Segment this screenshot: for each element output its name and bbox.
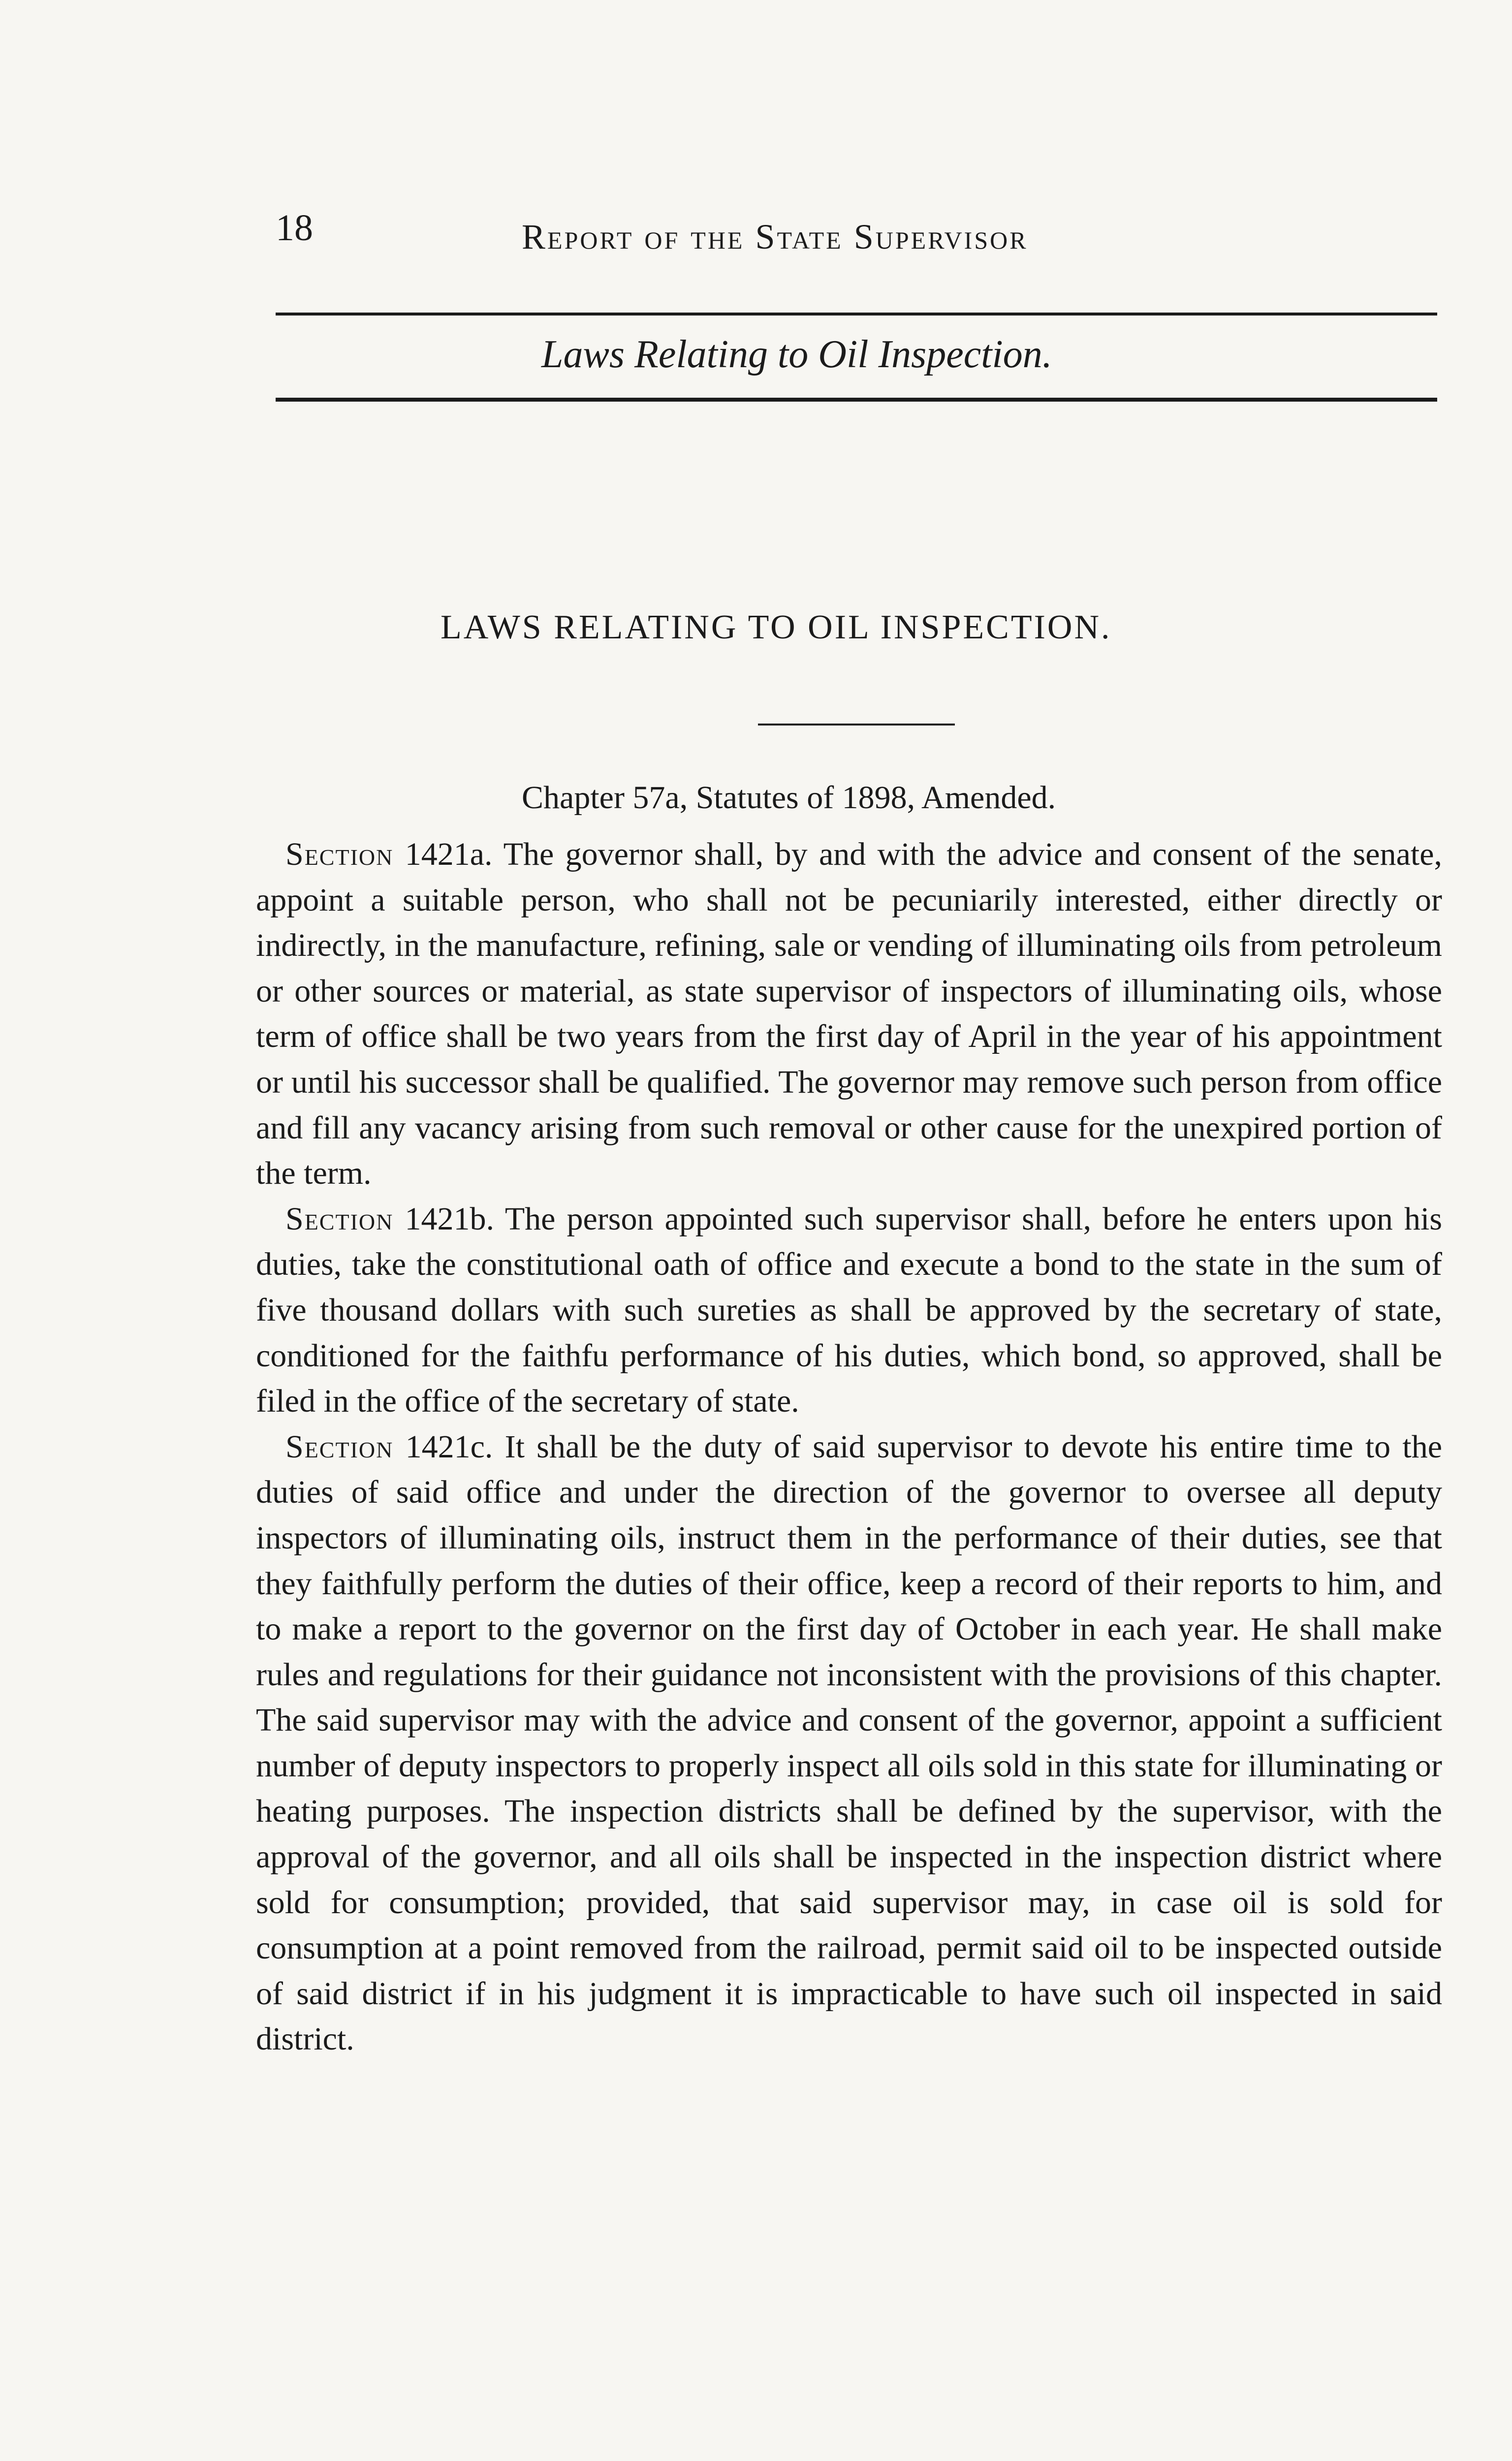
page-number: 18 [276, 207, 313, 249]
section-number: 1421a. [405, 836, 493, 872]
running-subtitle: Laws Relating to Oil Inspection. [541, 333, 1052, 376]
section-label: Section [285, 1428, 394, 1465]
section-text: The person appointed such supervisor shall, before he enters upon his duties, take the constitutional oath of office and execute a bond to the state in the sum of five thousand dollars with such sureties as shall be approved by the secretary of state, conditioned for the faithfu performance of his duties, which bond, so approved, shall be filed in the office of the secretary of state. [256, 1200, 1442, 1420]
section-number: 1421c. [405, 1428, 493, 1465]
section-label: Section [285, 1200, 394, 1237]
section-1421b [256, 1197, 1442, 1424]
section-text: It shall be the duty of said supervisor to devote his entire time to the duties of said office and under the direction of the governor to oversee all deputy inspectors of illuminating oils, instruct them in the performance of their duties, see that they faithfully perform the duties of their office, keep a record of their reports to him, and to make a report to the governor on the first day of October in each year. He shall make rules and regulations for their guidance not inconsistent with the provisions of this chapter. The said supervisor may with the advice and consent of the governor, appoint a sufficient number of deputy inspectors to properly inspect all oils sold in this state for illuminating or heating purposes. The inspection districts shall be defined by the supervisor, with the approval of the governor, and all oils shall be inspected in the inspection district where sold for consumption; provided, that said supervisor may, in case oil is sold for consumption at a point removed from the railroad, permit said oil to be inspected outside of said district if in his judgment it is impracticable to have such oil inspected in said district. [256, 1428, 1443, 2057]
running-title: Report of the State Supervisor [522, 217, 1028, 256]
chapter-heading: Chapter 57a, Statutes of 1898, Amended. [522, 780, 1056, 816]
header-top-rule [276, 313, 1437, 316]
title-divider [758, 724, 955, 726]
section-number: 1421b. [405, 1200, 494, 1237]
section-1421c [256, 1424, 1442, 2062]
section-label: Section [285, 836, 394, 872]
section-1421a [256, 832, 1442, 1197]
statute-body [256, 832, 1442, 2062]
page-title: LAWS RELATING TO OIL INSPECTION. [441, 608, 1112, 646]
section-text: The governor shall, by and with the advice and consent of the senate, appoint a suitable person, who shall not be pecuniarily interested, either directly or indirectly, in the manufacture, refining, sale or vending of illuminating oils from petroleum or other sources or material, as state supervisor of inspectors of illuminating oils, whose term of office shall be two years from the first day of April in the year of his appointment or until his successor shall be qualified. The governor may remove such person from office and fill any vacancy arising from such removal or other cause for the unexpired portion of the term. [256, 836, 1442, 1192]
header-bottom-rule [276, 398, 1437, 402]
